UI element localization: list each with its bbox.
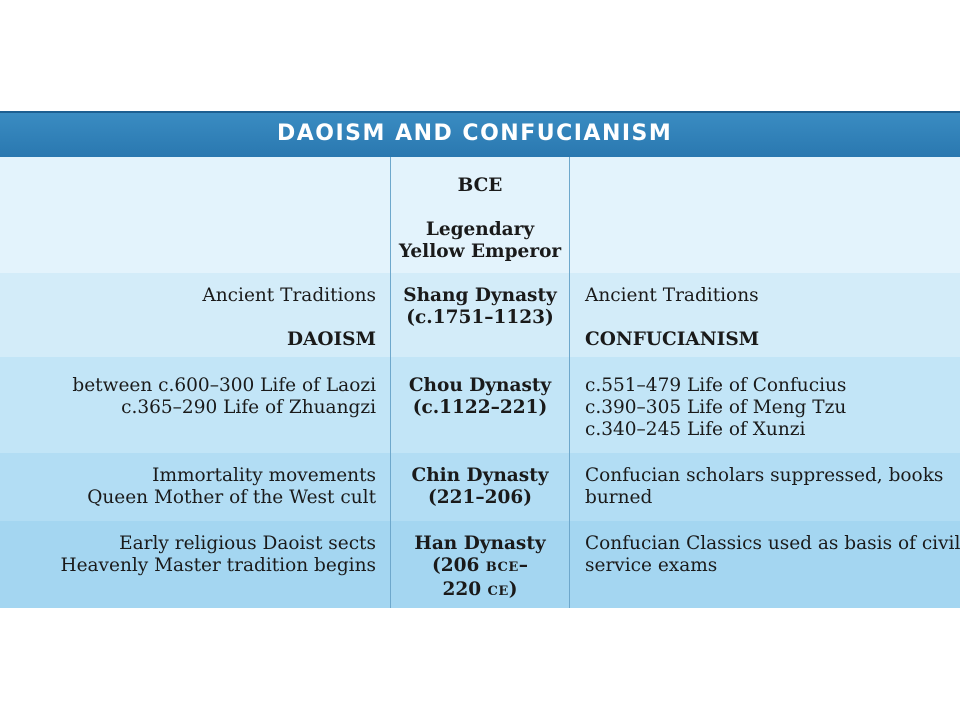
row2-dynasty-cell: Chou Dynasty (c.1122–221) [408,375,552,418]
row1-daoism-cell: Ancient Traditions DAOISM [202,285,376,350]
row4-dynasty-cell: Han Dynasty (206 BCE– 220 CE) [414,533,546,600]
row3-confucianism-cell: Confucian scholars suppressed, books burned [585,465,944,508]
daoism-heading: DAOISM [286,329,376,350]
row0-mid-cell [391,175,569,263]
confucianism-heading: CONFUCIANISM [585,329,760,350]
row4-confucianism-cell: Confucian Classics used as basis of civil service exams [585,533,960,576]
page-title: DAOISM AND CONFUCIANISM [277,121,673,146]
row4-daoism-cell: Early religious Daoist sects Heavenly Master tradition begins [60,533,376,576]
era-label: BCE [457,175,503,196]
column-divider-right [569,157,570,608]
title-bar [0,111,960,157]
row1-confucianism-cell: Ancient Traditions CONFUCIANISM [585,285,760,350]
row1-dynasty-cell: Shang Dynasty (c.1751–1123) [403,285,557,328]
chart-panel [0,111,960,608]
row2-confucianism-cell: c.551–479 Life of Confucius c.390–305 Life of Meng Tzu c.340–245 Life of Xunzi [585,375,847,440]
legendary-label: Legendary [425,219,535,240]
yellow-emperor-label: Yellow Emperor [398,241,562,262]
row3-daoism-cell: Immortality movements Queen Mother of the West cult [87,465,376,508]
row3-dynasty-cell: Chin Dynasty (221–206) [411,465,549,508]
row2-daoism-cell: between c.600–300 Life of Laozi c.365–290 Life of Zhuangzi [72,375,376,418]
